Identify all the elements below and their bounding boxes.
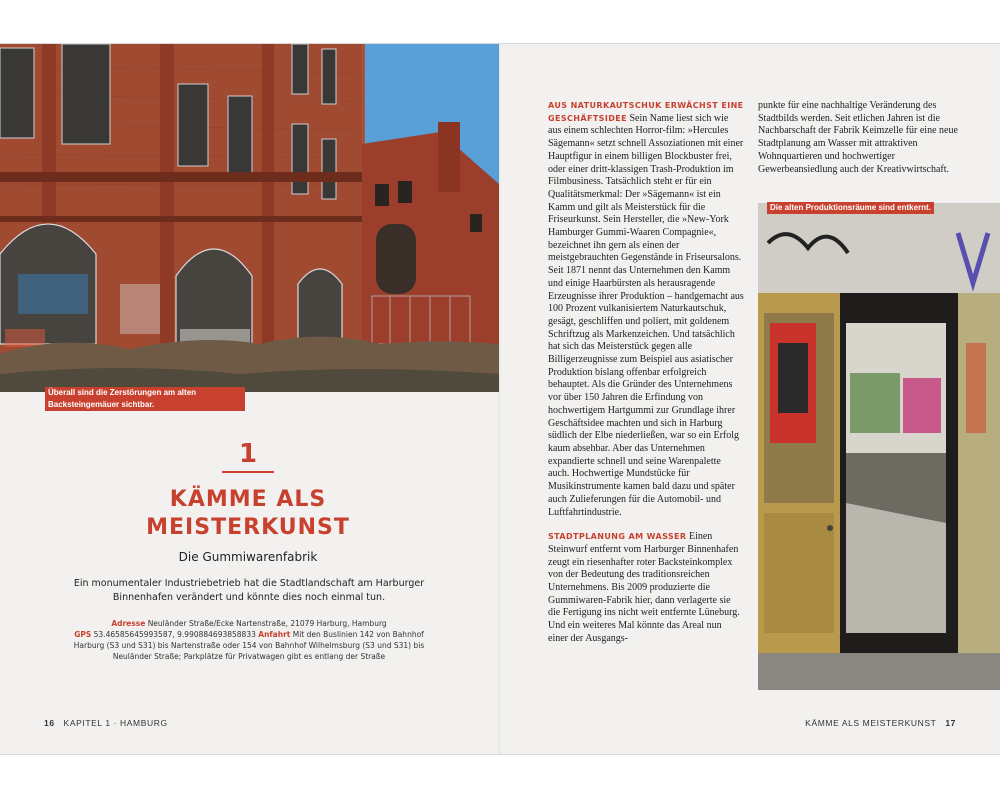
factory-photo bbox=[0, 44, 499, 392]
doorway-photo-caption: Die alten Produktionsräume sind entkernt. bbox=[767, 202, 967, 214]
book-spread bbox=[0, 43, 1000, 755]
text-column-2 bbox=[758, 100, 958, 176]
right-running-head: KÄMME ALS MEISTERKUNST bbox=[805, 718, 937, 728]
chapter-number: 1 bbox=[238, 439, 258, 469]
directions-value: Mit den Buslinien 142 von Bahnhof Harburg (S3 und S31) bis Nartenstraße oder 154 von Bahnhof Wilhelmsburg (S3 und S31) bis Neuländer Straße; Parkplätze für Privatwagen gibt es entlang der Straße bbox=[73, 630, 425, 661]
gps-value: 53.46585645993587, 9.990884693858833 bbox=[93, 630, 256, 639]
address-value: Neuländer Straße/Ecke Nartenstraße, 21079 Harburg, Hamburg bbox=[147, 619, 387, 628]
directions-label: Anfahrt bbox=[258, 630, 291, 639]
section-1 bbox=[548, 100, 744, 519]
doorway-photo bbox=[758, 203, 1000, 690]
factory-photo-caption: Überall sind die Zerstörungen am alten Backsteingemäuer sichtbar. bbox=[45, 387, 245, 411]
chapter-title-line2: MEISTERKUNST bbox=[146, 515, 350, 540]
section-2-body: Einen Steinwurf entfernt vom Harburger Binnenhafen zeugt ein riesenhafter roter Backsteinkomplex von der Bedeutung des traditionsreichen Unternehmens. Bis 2009 produzierte die Gummiwaren-Fabrik hier, dann verlagerte sie die Fertigung ins nicht weit entfernte Lüneburg. Und ein weiteres Mal könnte das Areal nun einer der Ausgangs- bbox=[548, 531, 740, 644]
section-1-heading: AUS NATURKAUTSCHUK ERWÄCHST EINE GESCHÄFTSIDEE bbox=[548, 101, 744, 123]
chapter-subtitle: Die Gummiwarenfabrik bbox=[178, 550, 318, 564]
left-running-head: KAPITEL 1 · HAMBURG bbox=[63, 718, 168, 728]
chapter-divider bbox=[222, 471, 274, 473]
book-gutter bbox=[498, 44, 502, 754]
gps-label: GPS bbox=[74, 630, 92, 639]
address-label: Adresse bbox=[111, 619, 146, 628]
chapter-lead: Ein monumentaler Industriebetrieb hat die Stadtlandschaft am Harburger Binnenhafen verändert und könnte dies noch einmal tun. bbox=[73, 578, 425, 603]
section-2 bbox=[548, 531, 744, 645]
right-page-number: 17 bbox=[945, 718, 956, 728]
chapter-title bbox=[98, 486, 398, 542]
left-footer bbox=[44, 718, 168, 728]
chapter-title-line1: KÄMME ALS bbox=[169, 487, 327, 512]
section-2-heading: STADTPLANUNG AM WASSER bbox=[548, 532, 687, 542]
left-page-number: 16 bbox=[44, 718, 55, 728]
column-2-body: punkte für eine nachhaltige Veränderung des Stadtbilds werden. Seit etlichen Jahren ist die Nachbarschaft der Fabrik Keimzelle für eine neue Stadtplanung am Wasser mit attraktiven Wohnquartieren und hochwertiger Gewerbeansiedlung auch der Kreativwirtschaft. bbox=[758, 100, 958, 175]
location-info bbox=[60, 618, 438, 662]
section-1-body: Sein Name liest sich wie aus einem schlechten Horror-film: »Hercules Sägemann« setzt schnell Assoziationen mit einer Hauptfigur in einem billigen Blockbuster frei, oder einer dritt-klassigen Trash-Produktion im Filmbusiness. Tatsächlich steht er für ein Qualitätsmerkmal: Der »Sägemann« ist ein Kamm und gilt als Meisterstück für die Friseurkunst. Sein Hersteller, die »New-York Hamburger Gummi-Waaren Compagnie«, bezeichnet ihn gern als einen der meistgebrauchten Gegenstände in Friseursalons. Seit 1871 nennt das Unternehmen den Kamm und einige Haarbürsten als herausragende Erzeugnisse ihrer Produktion – handgemacht aus 100 Prozent vulkanisiertem Naturkautschuk, gesägt, geschliffen und poliert, mit goldenem Schriftzug als Markenzeichen. Und tatsächlich hat sich das Meisterstück gegen alle Billigerzeugnisse zum Beispiel aus asiatischer Produktion bislang offenbar erfolgreich behauptet. Als die Gründer des Unternehmens vor über 150 Jahren die Erfindung von hochwertigem Hartgummi zur Grundlage ihrer Geschäftsidee machten und sich in Harburg südlich der Elbe niederließen, war so ein Erfolg kaum absehbar. Aber das Unternehmen expandierte schnell und seine Warenpalette auch. Hochwertige Mundstücke für Musikinstrumente kamen bald dazu und später auch Zulieferungen für die Automobil- und Luftfahrtindustrie. bbox=[548, 112, 744, 518]
right-footer bbox=[805, 718, 956, 728]
text-column-1 bbox=[548, 100, 744, 646]
